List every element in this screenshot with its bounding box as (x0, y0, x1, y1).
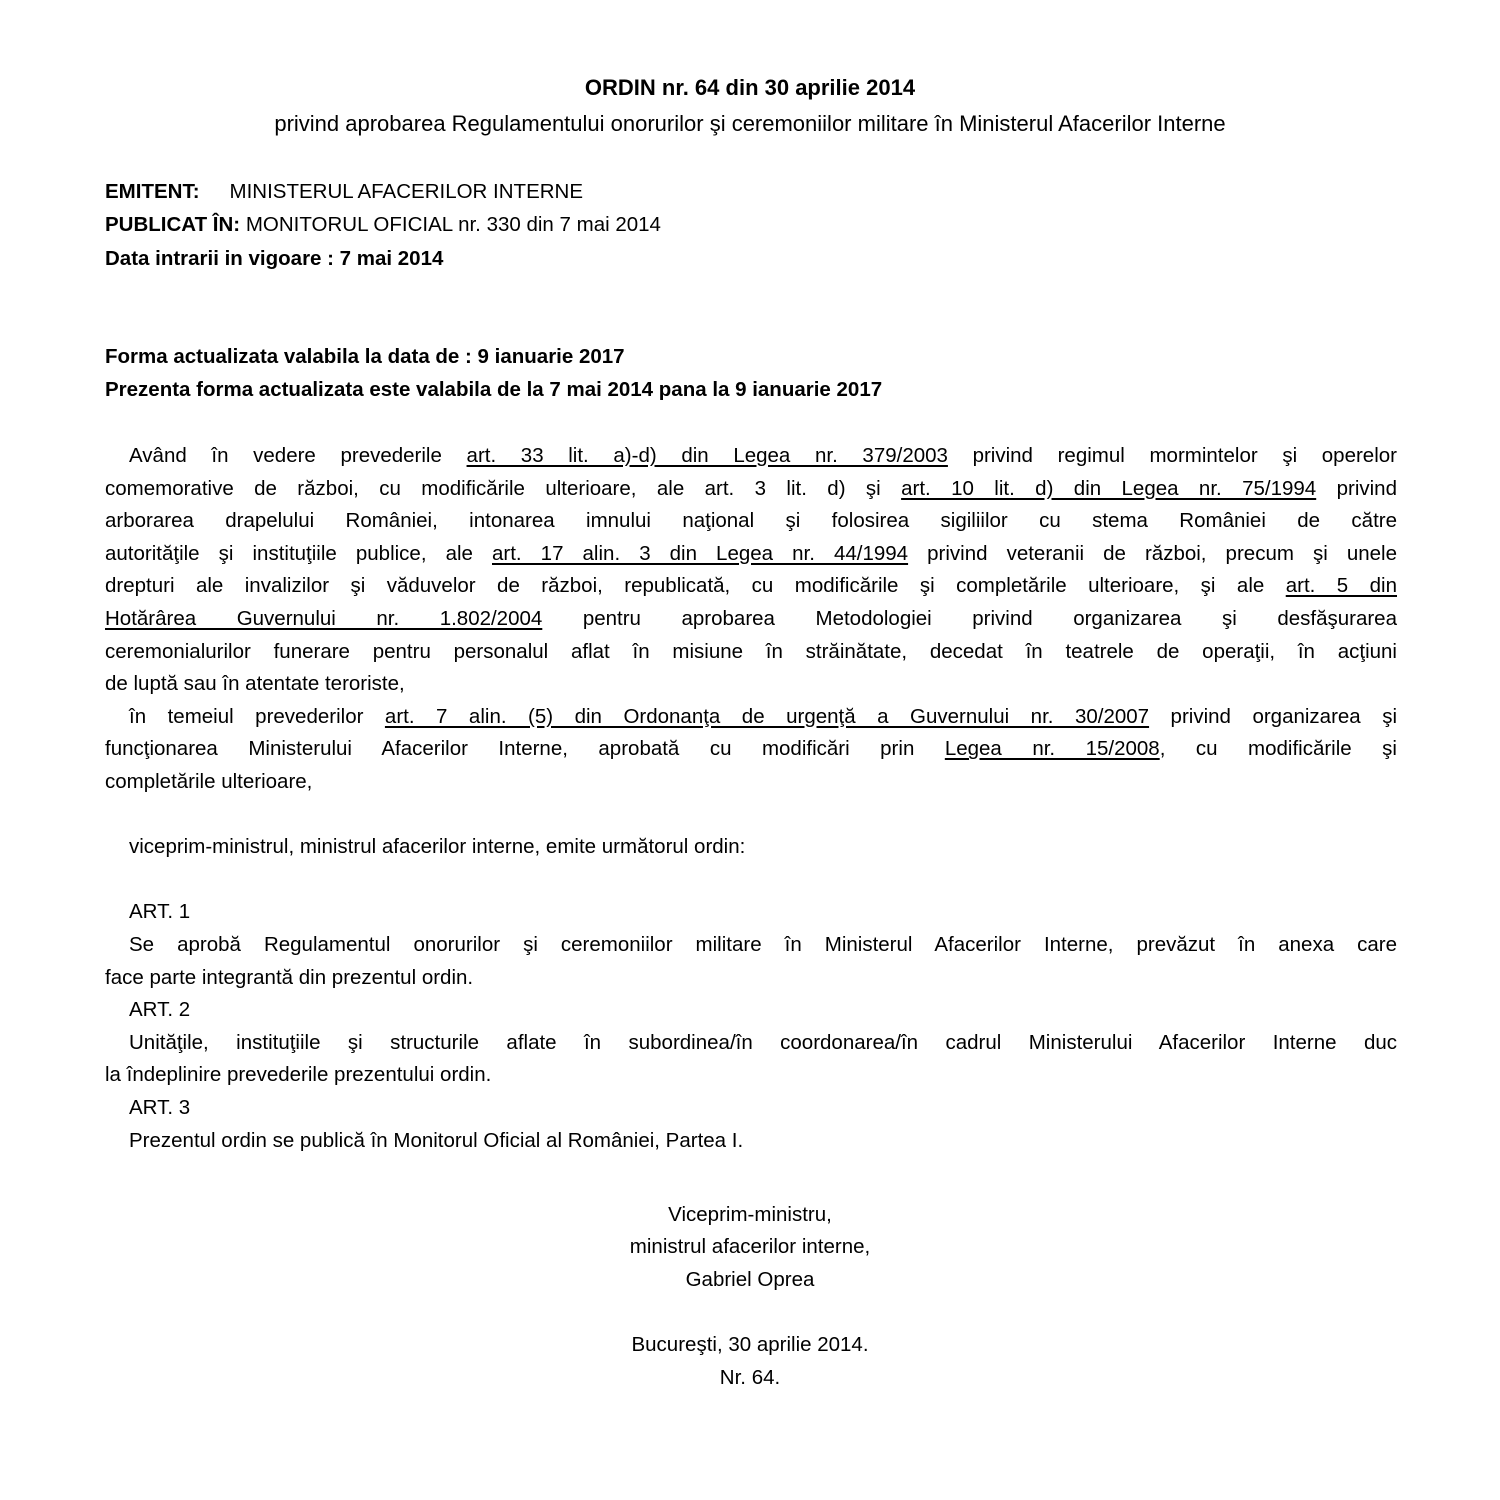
signature-name: Gabriel Oprea (685, 1268, 815, 1291)
body-text: ART. 2 (129, 998, 191, 1022)
legal-reference-link[interactable]: art. 33 lit. a)-d) din Legea nr. 379/2003 (466, 444, 948, 467)
body-line (105, 542, 1397, 566)
body-line (105, 998, 1397, 1022)
body-line (105, 1096, 1397, 1120)
body-line (105, 705, 1397, 729)
signature-title: Viceprim-ministru, (668, 1203, 832, 1226)
body-text: Având în vedere prevederile (129, 444, 467, 467)
body-text: de luptă sau în atentate teroriste, (105, 672, 405, 696)
body-line (105, 1063, 1397, 1087)
body-text: privind veteranii de război, precum şi unele (908, 541, 1397, 565)
body-line (105, 933, 1397, 957)
body-line (105, 737, 1397, 761)
body-text: în temeiul prevederilor (129, 704, 385, 728)
emitent-row (105, 180, 583, 204)
body-text: privind (1316, 476, 1397, 500)
publicat-row (105, 213, 661, 237)
signature-role: ministrul afacerilor interne, (629, 1235, 871, 1258)
legal-reference-link[interactable]: art. 10 lit. d) din Legea nr. 75/1994 (901, 476, 1317, 500)
body-text: Se aprobă Regulamentul onorurilor şi ceremoniilor militare în Ministerul Afacerilor Interne, prevăzut în anexa care (129, 933, 1397, 956)
body-line (105, 640, 1397, 664)
body-text: autorităţile şi instituţiile publice, ale (105, 541, 492, 565)
body-text: pentru aprobarea Metodologiei privind organizarea şi desfăşurarea (542, 607, 1397, 630)
body-text: completările ulterioare, (105, 770, 313, 793)
body-text: Unităţile, instituţiile şi structurile aflate în subordinea/în coordonarea/în cadrul Ministerului Afacerilor Interne duc (129, 1030, 1397, 1054)
body-text: arborarea drapelului României, intonarea imnului naţional şi folosirea sigiliilor cu stema României de către (105, 509, 1397, 533)
body-line (105, 966, 1397, 990)
legal-reference-link[interactable]: Hotărârea Guvernului nr. 1.802/2004 (105, 607, 543, 630)
body-text: , cu modificările şi (1159, 737, 1397, 761)
body-text: drepturi ale invalizilor şi văduvelor de război, republicată, cu modificările şi completările ulterioare, şi ale (105, 574, 1286, 598)
body-line (105, 477, 1397, 501)
legal-reference-link[interactable]: art. 5 din (1285, 574, 1397, 598)
data-vigoare: Data intrarii in vigoare : 7 mai 2014 (105, 247, 444, 270)
body-line (105, 574, 1397, 598)
body-text: la îndeplinire prevederile prezentului ordin. (105, 1063, 492, 1087)
order-number: Nr. 64. (719, 1366, 781, 1389)
document-title: ORDIN nr. 64 din 30 aprilie 2014 (584, 75, 916, 100)
body-text: privind regimul mormintelor şi operelor (947, 444, 1397, 467)
body-text: comemorative de război, cu modificările ulterioare, ale art. 3 lit. d) şi (105, 476, 902, 500)
body-text: viceprim-ministrul, ministrul afacerilor interne, emite următorul ordin: (129, 835, 746, 859)
publicat-value: MONITORUL OFICIAL nr. 330 din 7 mai 2014 (245, 213, 661, 236)
body-line (105, 835, 1397, 859)
legal-reference-link[interactable]: art. 7 alin. (5) din Ordonanţa de urgenţă a Guvernului nr. 30/2007 (384, 704, 1150, 728)
body-line (105, 1031, 1397, 1055)
body-line (105, 672, 1397, 696)
place-date: Bucureşti, 30 aprilie 2014. (631, 1333, 869, 1356)
body-text: privind organizarea şi (1149, 704, 1398, 728)
body-text: funcţionarea Ministerului Afacerilor Interne, aprobată cu modificări prin (105, 737, 945, 761)
body-line (105, 607, 1397, 631)
emitent-label: EMITENT: (105, 180, 200, 203)
emitent-value: MINISTERUL AFACERILOR INTERNE (229, 180, 584, 203)
body-line (105, 444, 1397, 468)
body-text: face parte integrantă din prezentul ordin. (105, 965, 474, 989)
forma-actualizata: Forma actualizata valabila la data de : 9 ianuarie 2017 (105, 345, 625, 368)
body-line (105, 509, 1397, 533)
publicat-label: PUBLICAT ÎN: (105, 213, 241, 236)
body-text: ART. 1 (129, 900, 191, 924)
body-text: ART. 3 (129, 1096, 191, 1119)
body-text: ceremonialurilor funerare pentru personalul aflat în misiune în străinătate, decedat în teatrele de operaţii, în acţiuni (105, 639, 1397, 663)
legal-reference-link[interactable]: Legea nr. 15/2008 (944, 737, 1160, 761)
body-line (105, 900, 1397, 924)
document-subtitle: privind aprobarea Regulamentului onorurilor şi ceremoniilor militare în Ministerul Afacerilor Interne (274, 111, 1226, 136)
body-text: Prezentul ordin se publică în Monitorul Oficial al României, Partea I. (129, 1128, 744, 1152)
body-line (105, 1129, 1397, 1153)
legal-reference-link[interactable]: art. 17 alin. 3 din Legea nr. 44/1994 (492, 541, 909, 565)
body-line (105, 770, 1397, 794)
prezenta-forma: Prezenta forma actualizata este valabila de la 7 mai 2014 pana la 9 ianuarie 2017 (105, 378, 883, 401)
